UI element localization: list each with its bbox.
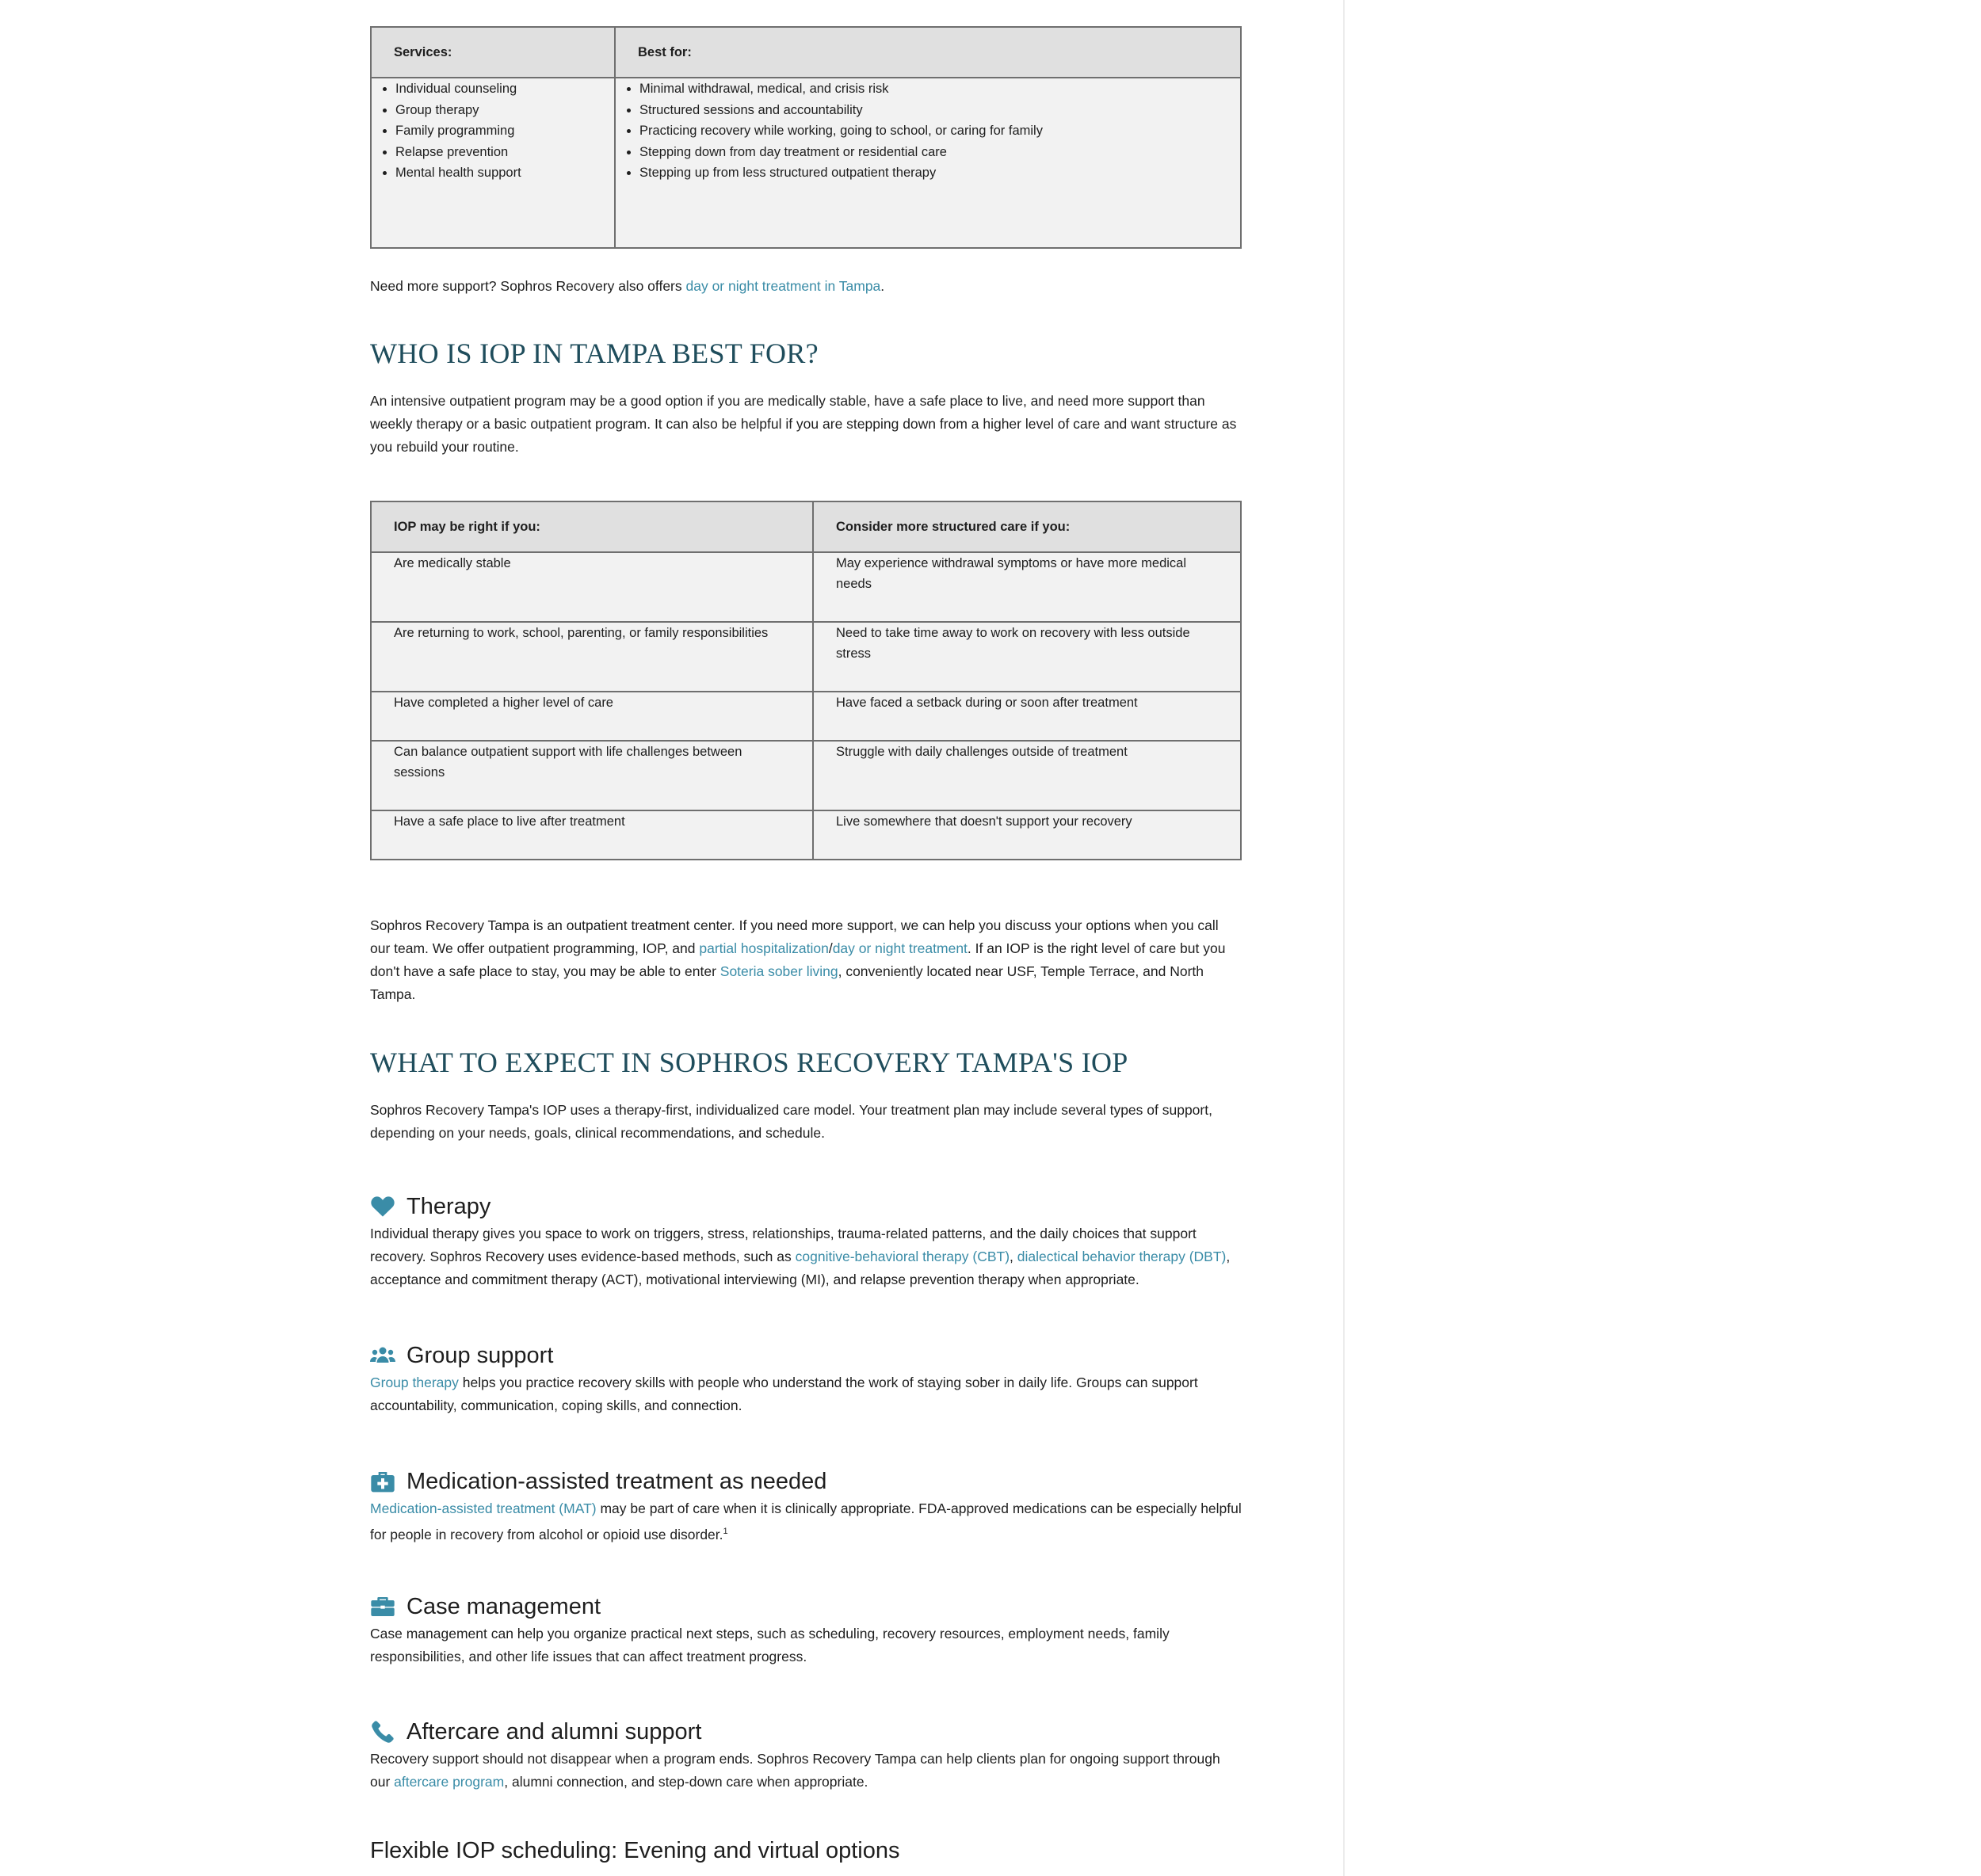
mat-paragraph bbox=[370, 1497, 1242, 1546]
more-support-text: Need more support? Sophros Recovery also offers bbox=[370, 278, 686, 294]
structured-care-header: Consider more structured care if you: bbox=[813, 501, 1241, 552]
best-for-list bbox=[627, 78, 1218, 184]
day-night-treatment-link[interactable]: day or night treatment in Tampa bbox=[685, 278, 881, 294]
fit-table-wrap bbox=[370, 501, 1242, 860]
services-table-wrap bbox=[370, 26, 1242, 249]
therapy-section bbox=[370, 1192, 1242, 1291]
scheduling-heading: Flexible IOP scheduling: Evening and virtual options bbox=[370, 1838, 900, 1863]
users-icon bbox=[370, 1343, 395, 1368]
services-list bbox=[383, 78, 592, 184]
dbt-link[interactable]: dialectical behavior therapy (DBT) bbox=[1017, 1249, 1227, 1264]
list-item: • Group therapy bbox=[395, 100, 592, 121]
mat-text: may be part of care when it is clinically appropriate. FDA-approved medications can be especially helpful for people in recovery from alcohol or opioid use disorder. bbox=[370, 1500, 1242, 1542]
table-row bbox=[371, 692, 1241, 741]
therapy-text-1: Individual therapy gives you space to work on triggers, stress, relationships, trauma-related patterns, and the daily choices that support recovery. Sophros Recovery uses evidence-based methods, such as bbox=[370, 1226, 1197, 1264]
footnote-marker[interactable]: 1 bbox=[723, 1527, 728, 1536]
expect-heading: WHAT TO EXPECT IN SOPHROS RECOVERY TAMPA'S IOP bbox=[370, 1047, 1128, 1078]
aftercare-section bbox=[370, 1718, 1242, 1794]
center-separator: / bbox=[828, 940, 833, 956]
partial-hospitalization-link[interactable]: partial hospitalization bbox=[699, 940, 829, 956]
services-cell bbox=[371, 78, 615, 248]
more-support-paragraph bbox=[370, 275, 1242, 298]
best-for-cell bbox=[615, 78, 1241, 248]
list-item: • Structured sessions and accountability bbox=[639, 100, 1218, 121]
table-row bbox=[371, 552, 1241, 622]
case-heading bbox=[370, 1592, 1242, 1621]
case-paragraph: Case management can help you organize practical next steps, such as scheduling, recovery resources, employment needs, family responsibilities, and other life issues that can affect treatment progress. bbox=[370, 1626, 1170, 1664]
therapy-paragraph bbox=[370, 1222, 1242, 1291]
center-text-2: . If an IOP is the right level of care but you don't have a safe place to stay, you may be able to enter bbox=[370, 940, 1226, 979]
soteria-sober-living-link[interactable]: Soteria sober living bbox=[719, 963, 838, 979]
briefcase-icon bbox=[370, 1594, 395, 1619]
group-paragraph bbox=[370, 1371, 1242, 1417]
center-text-1: Sophros Recovery Tampa is an outpatient treatment center. If you need more support, we can help you discuss your options when you call our team. We offer outpatient programming, IOP, and bbox=[370, 917, 1219, 956]
mat-link[interactable]: Medication-assisted treatment (MAT) bbox=[370, 1500, 597, 1516]
day-night-treatment-link-2[interactable]: day or night treatment bbox=[832, 940, 968, 956]
list-item: • Minimal withdrawal, medical, and crisis risk bbox=[639, 78, 1218, 100]
page-divider bbox=[1343, 0, 1345, 1876]
best-for-header: Best for: bbox=[615, 27, 1241, 78]
expect-intro: Sophros Recovery Tampa's IOP uses a therapy-first, individualized care model. Your treatment plan may include several types of support, depending on your needs, goals, clinical recommendations, and schedule. bbox=[370, 1102, 1212, 1141]
table-cell: Are medically stable bbox=[371, 552, 813, 622]
phone-icon bbox=[370, 1719, 395, 1744]
services-header: Services: bbox=[371, 27, 615, 78]
list-item: • Individual counseling bbox=[395, 78, 592, 100]
group-section bbox=[370, 1341, 1242, 1417]
medical-kit-icon bbox=[370, 1469, 395, 1494]
therapy-heading bbox=[370, 1192, 1242, 1221]
table-row bbox=[371, 622, 1241, 692]
list-item: • Relapse prevention bbox=[395, 142, 592, 163]
table-row bbox=[371, 810, 1241, 860]
cbt-link[interactable]: cognitive-behavioral therapy (CBT) bbox=[795, 1249, 1010, 1264]
list-item: • Family programming bbox=[395, 120, 592, 142]
center-paragraph bbox=[370, 914, 1242, 1006]
more-support-end: . bbox=[880, 278, 885, 294]
list-item: • Practicing recovery while working, going to school, or caring for family bbox=[639, 120, 1218, 142]
group-heading bbox=[370, 1341, 1242, 1370]
who-heading: WHO IS IOP IN TAMPA BEST FOR? bbox=[370, 337, 819, 369]
case-section bbox=[370, 1592, 1242, 1668]
case-title: Case management bbox=[407, 1594, 601, 1619]
table-cell: May experience withdrawal symptoms or have more medical needs bbox=[813, 552, 1241, 622]
list-item: • Stepping down from day treatment or residential care bbox=[639, 142, 1218, 163]
mat-heading bbox=[370, 1467, 1242, 1496]
aftercare-paragraph bbox=[370, 1748, 1242, 1794]
table-cell: Have completed a higher level of care bbox=[371, 692, 813, 741]
therapy-separator: , bbox=[1010, 1249, 1017, 1264]
group-title: Group support bbox=[407, 1343, 554, 1368]
mat-section bbox=[370, 1467, 1242, 1546]
table-cell: Can balance outpatient support with life challenges between sessions bbox=[371, 741, 813, 810]
heart-icon bbox=[370, 1194, 395, 1219]
therapy-text-2: , acceptance and commitment therapy (ACT), motivational interviewing (MI), and relapse prevention therapy when appropriate. bbox=[370, 1249, 1231, 1287]
list-item: • Mental health support bbox=[395, 162, 592, 184]
table-cell: Are returning to work, school, parenting, or family responsibilities bbox=[371, 622, 813, 692]
aftercare-title: Aftercare and alumni support bbox=[407, 1719, 702, 1744]
aftercare-heading bbox=[370, 1718, 1242, 1746]
aftercare-text-2: , alumni connection, and step-down care when appropriate. bbox=[504, 1774, 868, 1790]
list-item: • Stepping up from less structured outpatient therapy bbox=[639, 162, 1218, 184]
mat-title: Medication-assisted treatment as needed bbox=[407, 1469, 827, 1494]
table-row bbox=[371, 741, 1241, 810]
table-cell: Need to take time away to work on recovery with less outside stress bbox=[813, 622, 1241, 692]
who-intro: An intensive outpatient program may be a good option if you are medically stable, have a safe place to live, and need more support than weekly therapy or a basic outpatient program. It can also be helpful if you are stepping down from a higher level of care and want structure as you rebuild your routine. bbox=[370, 393, 1237, 455]
therapy-title: Therapy bbox=[407, 1194, 491, 1219]
group-therapy-link[interactable]: Group therapy bbox=[370, 1375, 459, 1390]
fit-table bbox=[370, 501, 1242, 860]
center-text-3: , conveniently located near USF, Temple Terrace, and North Tampa. bbox=[370, 963, 1204, 1002]
aftercare-program-link[interactable]: aftercare program bbox=[394, 1774, 505, 1790]
table-cell: Have a safe place to live after treatment bbox=[371, 810, 813, 860]
table-cell: Have faced a setback during or soon after treatment bbox=[813, 692, 1241, 741]
table-cell: Struggle with daily challenges outside of treatment bbox=[813, 741, 1241, 810]
services-table bbox=[370, 26, 1242, 249]
group-text: helps you practice recovery skills with people who understand the work of staying sober in daily life. Groups can support accountability, communication, coping skills, and connection. bbox=[370, 1375, 1198, 1413]
iop-right-header: IOP may be right if you: bbox=[371, 501, 813, 552]
table-cell: Live somewhere that doesn't support your recovery bbox=[813, 810, 1241, 860]
aftercare-text-1: Recovery support should not disappear when a program ends. Sophros Recovery Tampa can help clients plan for ongoing support through our bbox=[370, 1751, 1220, 1790]
